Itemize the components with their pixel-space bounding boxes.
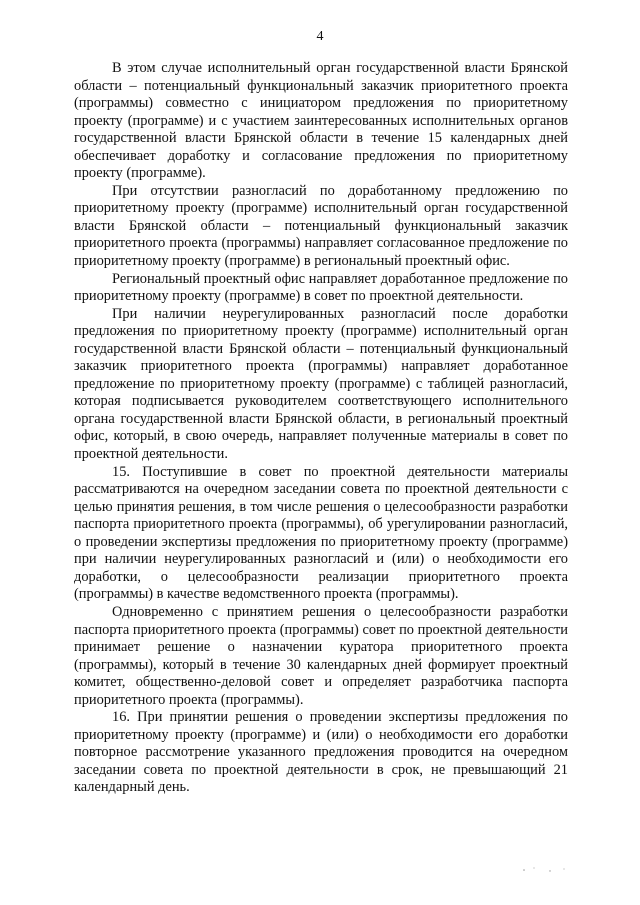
paragraph-revision-process: В этом случае исполнительный орган государственной власти Брянской области – потенциальный функциональный заказчик приоритетного проекта (программы) совместно с инициатором предложения по приоритетному проекту (программе) и с участием заинтересованных исполнительных органов государственной власти Брянской области в течение 15 календарных дней обеспечивает доработку и согласование предложения по приоритетному проекту (программе). xyxy=(74,60,568,182)
paragraph-item-16: 16. При принятии решения о проведении экспертизы предложения по приоритетному проекту (программе) и (или) о необходимости его доработки повторное рассмотрение указанного предложения проводится на очередном заседании совета по проектной деятельности в срок, не превышающий 21 календарный день. xyxy=(74,709,568,796)
paragraph-unresolved-disagreements: При наличии неурегулированных разногласий после доработки предложения по приоритетному проекту (программе) исполнительный орган государственной власти Брянской области – потенциальный функциональный заказчик приоритетного проекта (программы) направляет доработанное предложение по приоритетному проекту (программе) с таблицей разногласий, которая подписывается руководителем соответствующего исполнительного органа государственной власти Брянской области, в региональный проектный офис, который, в свою очередь, направляет полученные материалы в совет по проектной деятельности. xyxy=(74,305,568,463)
paragraph-no-disagreements: При отсутствии разногласий по доработанному предложению по приоритетному проекту (программе) исполнительный орган государственной власти Брянской области – потенциальный функциональный заказчик приоритетного проекта (программы) направляет согласованное предложение по приоритетному проекту (программе) в региональный проектный офис. xyxy=(74,182,568,270)
document-body xyxy=(74,60,568,797)
page-number: 4 xyxy=(316,29,324,44)
scan-artifact-dots xyxy=(520,862,580,876)
paragraph-item-15: 15. Поступившие в совет по проектной деятельности материалы рассматриваются на очередном заседании совета по проектной деятельности с целью принятия решения, в том числе решения о целесообразности разработки паспорта приоритетного проекта (программы), об урегулировании разногласий, о проведении экспертизы предложения по приоритетному проекту (программе) при наличии неурегулированных разногласий и (или) о необходимости его доработки, о целесообразности реализации приоритетного проекта (программы) в качестве ведомственного проекта (программы). xyxy=(74,463,568,603)
paragraph-regional-office: Региональный проектный офис направляет доработанное предложение по приоритетному проекту (программе) в совет по проектной деятельности. xyxy=(74,270,568,305)
paragraph-curator-appointment: Одновременно с принятием решения о целесообразности разработки паспорта приоритетного проекта (программы) совет по проектной деятельности принимает решение о назначении куратора приоритетного проекта (программы), который в течение 30 календарных дней формирует проектный комитет, общественно-деловой совет и определяет разработчика паспорта приоритетного проекта (программы). xyxy=(74,603,568,708)
